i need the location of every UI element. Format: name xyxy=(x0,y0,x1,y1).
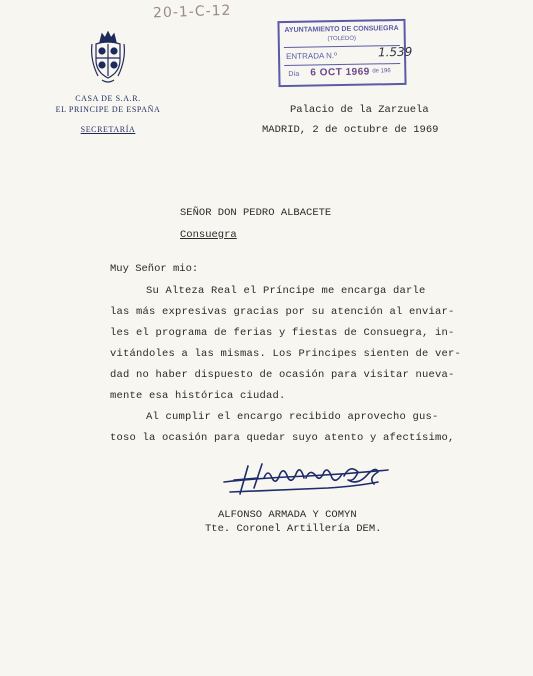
stamp-dia-label: Día xyxy=(288,70,300,78)
stamp-de-label: de 196 xyxy=(372,68,391,75)
date: MADRID, 2 de octubre de 1969 xyxy=(262,124,439,136)
letterhead-line1: CASA DE S.A.R. xyxy=(75,94,141,103)
body-line: vitándoles a las mismas. Los Principes sienten de ver- xyxy=(110,348,462,360)
archive-annotation: 20-1-C-12 xyxy=(152,2,232,22)
body-line: las más expresivas gracias por su atención al enviar- xyxy=(110,306,455,318)
royal-crest-icon xyxy=(88,30,128,86)
signatory-name: ALFONSO ARMADA Y COMYN xyxy=(218,509,357,521)
letterhead-line3: SECRETARÍA xyxy=(80,125,136,134)
stamp-line2: (TOLEDO) xyxy=(327,35,357,43)
body-line: Al cumplir el encargo recibido aprovecho gus- xyxy=(146,411,439,423)
place: Palacio de la Zarzuela xyxy=(290,104,429,116)
body-line: Su Alteza Real el Príncipe me encarga darle xyxy=(146,285,426,297)
stamp-line1: AYUNTAMIENTO DE CONSUEGRA xyxy=(284,25,399,34)
handwritten-signature xyxy=(218,448,398,508)
signatory-title: Tte. Coronel Artillería DEM. xyxy=(205,523,382,535)
body-line: toso la ocasión para quedar suyo atento y afectísimo, xyxy=(110,432,455,444)
body-line: les el programa de ferias y fiestas de Consuegra, in- xyxy=(110,327,455,339)
body-line: mente esa histórica ciudad. xyxy=(110,390,286,402)
stamp-entrada-label: ENTRADA N.º xyxy=(285,51,338,61)
registration-stamp xyxy=(277,19,413,87)
recipient-name: SEÑOR DON PEDRO ALBACETE xyxy=(180,207,332,219)
stamp-entrada-number: 1.539 xyxy=(377,44,413,60)
recipient-city: Consuegra xyxy=(180,229,237,241)
letterhead-line2: EL PRINCIPE DE ESPAÑA xyxy=(55,105,161,114)
body-line: dad no haber dispuesto de ocasión para visitar nueva- xyxy=(110,369,455,381)
salutation: Muy Señor mio: xyxy=(110,263,199,275)
stamp-date: 6 OCT 1969 xyxy=(310,66,370,79)
